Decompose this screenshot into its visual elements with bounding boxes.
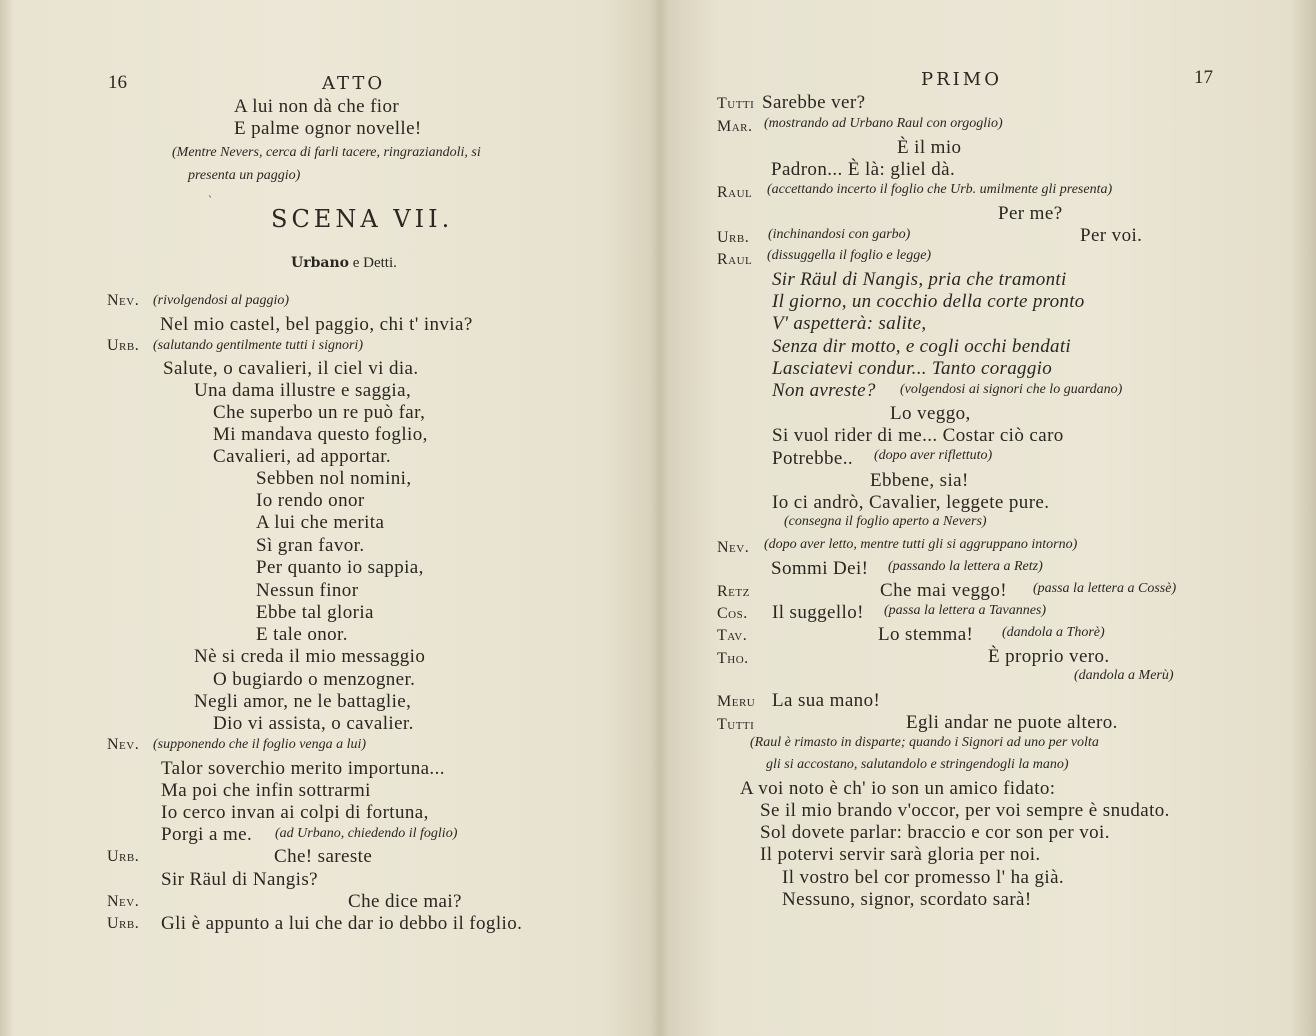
verse-line: Nessuno, signor, scordato sarà! (782, 889, 1032, 910)
verse-line: Sol dovete parlar: braccio e cor son per voi. (760, 822, 1110, 843)
page-number: 17 (1194, 67, 1213, 88)
stage-direction: gli si accostano, salutandolo e stringendogli la mano) (766, 757, 1069, 772)
speaker: Nev. (107, 292, 140, 309)
letter-line: Il giorno, un cocchio della corte pronto (772, 291, 1085, 312)
verse-line: Porgi a me. (161, 824, 253, 845)
verse-line: Il potervi servir sarà gloria per noi. (760, 844, 1041, 865)
speaker: Urb. (717, 229, 750, 246)
stage-direction: (dopo aver letto, mentre tutti gli si aggruppano intorno) (764, 537, 1078, 552)
speaker: Urb. (107, 848, 140, 865)
letter-line: Senza dir motto, e cogli occhi bendati (772, 336, 1071, 357)
verse-line: A lui che merita (256, 512, 385, 533)
speaker: Cos. (717, 605, 748, 622)
verse-line: Dio vi assista, o cavalier. (213, 713, 414, 734)
verse-line: Nel mio castel, bel paggio, chi t' invia? (160, 314, 473, 335)
stage-direction: (ad Urbano, chiedendo il foglio) (275, 826, 458, 841)
verse-line: Che dice mai? (348, 891, 462, 912)
stage-direction: (Raul è rimasto in disparte; quando i Signori ad uno per volta (750, 735, 1099, 750)
verse-line: Talor soverchio merito importuna... (161, 758, 445, 779)
verse-line: Egli andar ne puote altero. (906, 712, 1118, 733)
stage-direction: (dopo aver riflettuto) (874, 448, 993, 463)
verse-line: O bugiardo o menzogner. (213, 669, 416, 690)
ink-speck: ` (208, 196, 213, 207)
verse-line: Gli è appunto a lui che dar io debbo il foglio. (161, 913, 523, 934)
speaker: Nev. (107, 893, 140, 910)
speaker: Nev. (717, 539, 750, 556)
stage-direction: (volgendosi ai signori che lo guardano) (900, 382, 1123, 397)
verse-line: E tale onor. (256, 624, 348, 645)
stage-direction: (passa la lettera a Tavannes) (884, 603, 1047, 618)
verse-line: Sebben nol nomini, (256, 468, 412, 489)
speaker: Raul (717, 184, 753, 201)
verse-line: Nè si creda il mio messaggio (194, 646, 426, 667)
stage-direction: (salutando gentilmente tutti i signori) (153, 338, 363, 353)
stage-direction: (dandola a Thorè) (1002, 625, 1105, 640)
verse-line: Negli amor, ne le battaglie, (194, 691, 412, 712)
stage-direction: (consegna il foglio aperto a Nevers) (784, 514, 987, 529)
verse-line: Sarebbe ver? (762, 92, 866, 113)
verse-line: Io cerco invan ai colpi di fortuna, (161, 802, 429, 823)
speaker: Nev. (107, 736, 140, 753)
verse-line: Che! sareste (274, 846, 373, 867)
verse-line: Nessun finor (256, 580, 359, 601)
scene-title: SCENA VII. (271, 205, 454, 233)
speaker: Retz (717, 583, 750, 600)
stage-direction: (dandola a Merù) (1074, 668, 1174, 683)
speaker: Tav. (717, 627, 748, 644)
verse-line: Cavalieri, ad apportar. (213, 446, 392, 467)
stage-direction: (rivolgendosi al paggio) (153, 293, 290, 308)
verse-line: Ebbene, sia! (870, 470, 969, 491)
letter-line: Lasciatevi condur... Tanto coraggio (772, 358, 1053, 379)
character-rest: e Detti. (352, 255, 397, 271)
verse-line: Si vuol rider di me... Costar ciò caro (772, 425, 1064, 446)
verse-line: Per voi. (1080, 225, 1143, 246)
speaker: Meru (717, 693, 756, 710)
verse-line: Per me? (998, 203, 1063, 224)
stage-direction: (inchinandosi con garbo) (768, 227, 911, 242)
stage-direction: (mostrando ad Urbano Raul con orgoglio) (764, 116, 1003, 131)
verse-line: Se il mio brando v'occor, per voi sempre è snudato. (760, 800, 1170, 821)
verse-line: Per quanto io sappia, (256, 557, 424, 578)
verse-line: Io rendo onor (256, 490, 365, 511)
page-number: 16 (108, 72, 127, 93)
stage-direction: (dissuggella il foglio e legge) (767, 248, 932, 263)
running-header: ATTO (322, 73, 386, 94)
verse-line: Sì gran favor. (256, 535, 365, 556)
stage-direction: presenta un paggio) (188, 168, 301, 183)
verse-line: Il vostro bel cor promesso l' ha già. (782, 867, 1065, 888)
verse-line: A lui non dà che fior (234, 96, 400, 117)
letter-line: V' aspetterà: salite, (772, 313, 927, 334)
verse-line: È proprio vero. (988, 646, 1110, 667)
verse-line: Mi mandava questo foglio, (213, 424, 428, 445)
running-header: PRIMO (921, 69, 1002, 90)
letter-line: Sir Räul di Nangis, pria che tramonti (772, 269, 1067, 290)
verse-line: Lo veggo, (890, 403, 971, 424)
speaker: Tho. (717, 650, 749, 667)
verse-line: Potrebbe.. (772, 448, 854, 469)
verse-line: A voi noto è ch' io son un amico fidato: (740, 778, 1056, 799)
speaker: Raul (717, 251, 753, 268)
speaker: Tutti (717, 95, 755, 112)
verse-line: La sua mano! (772, 690, 881, 711)
verse-line: Una dama illustre e saggia, (194, 380, 412, 401)
speaker: Urb. (107, 915, 140, 932)
verse-line: Padron... È là: gliel dà. (771, 159, 956, 180)
verse-line: Lo stemma! (878, 624, 974, 645)
character-name: Urbano (291, 255, 349, 271)
verse-line: Ma poi che infin sottrarmi (161, 780, 371, 801)
scene-characters (291, 255, 397, 272)
stage-direction: (supponendo che il foglio venga a lui) (153, 737, 367, 752)
verse-line: Sir Räul di Nangis? (161, 869, 318, 890)
speaker: Tutti (717, 716, 755, 733)
stage-direction: (passa la lettera a Cossè) (1033, 581, 1177, 596)
speaker: Urb. (107, 337, 140, 354)
stage-direction: (accettando incerto il foglio che Urb. umilmente gli presenta) (767, 182, 1113, 197)
verse-line: Che mai veggo! (880, 580, 1007, 601)
verse-line: Io ci andrò, Cavalier, leggete pure. (772, 492, 1050, 513)
verse-line: Che superbo un re può far, (213, 402, 426, 423)
stage-direction: (passando la lettera a Retz) (888, 559, 1043, 574)
stage-direction: (Mentre Nevers, cerca di farli tacere, ringraziandoli, si (172, 145, 481, 160)
verse-line: Sommi Dei! (771, 558, 869, 579)
verse-line: Il suggello! (772, 602, 864, 623)
speaker: Mar. (717, 118, 753, 135)
right-page (660, 0, 1316, 1036)
verse-line: Salute, o cavalieri, il ciel vi dia. (163, 358, 419, 379)
verse-line: È il mio (897, 137, 962, 158)
letter-line: Non avreste? (772, 380, 876, 401)
verse-line: E palme ognor novelle! (234, 118, 422, 139)
verse-line: Ebbe tal gloria (256, 602, 374, 623)
